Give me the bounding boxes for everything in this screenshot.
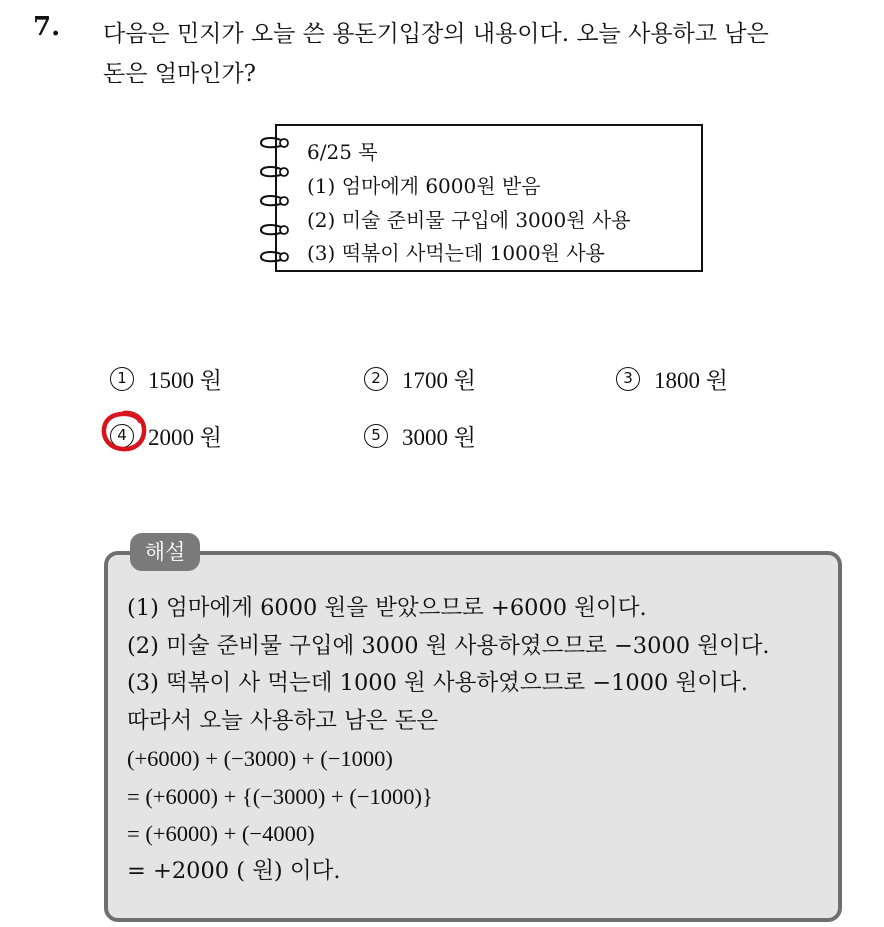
notebook-line: 6/25 목 bbox=[307, 140, 378, 164]
pocket-money-notebook bbox=[275, 124, 703, 272]
explanation-line: (2) 미술 준비물 구입에 3000 원 사용하였으므로 −3000 원이다. bbox=[127, 632, 770, 659]
choice-value: 1700 원 bbox=[402, 368, 476, 393]
choice-value: 2000 원 bbox=[148, 425, 222, 450]
choice-value: 1500 원 bbox=[148, 368, 222, 393]
spiral-ring-icon bbox=[259, 194, 299, 208]
notebook-line: (2) 미술 준비물 구입에 3000원 사용 bbox=[307, 208, 631, 232]
spiral-ring-icon bbox=[259, 250, 299, 264]
choice-3[interactable] bbox=[616, 362, 728, 395]
choice-5[interactable] bbox=[364, 419, 476, 452]
explanation-equation-line: = (+6000) + (−4000) bbox=[127, 821, 315, 846]
choice-value: 3000 원 bbox=[402, 425, 476, 450]
question-text-line: 다음은 민지가 오늘 쓴 용돈기입장의 내용이다. 오늘 사용하고 남은 bbox=[103, 21, 769, 47]
explanation-equation-line: = +2000 ( 원) 이다. bbox=[127, 857, 341, 884]
spiral-ring-icon bbox=[259, 136, 299, 150]
choice-number-circle: 3 bbox=[616, 367, 640, 391]
explanation-line: (3) 떡볶이 사 먹는데 1000 원 사용하였으므로 −1000 원이다. bbox=[127, 670, 748, 696]
spiral-ring-icon bbox=[259, 165, 299, 179]
answer-selection-circle-icon bbox=[100, 408, 148, 454]
choice-2[interactable] bbox=[364, 362, 476, 395]
choice-number-circle: 4 bbox=[110, 424, 134, 448]
question-number: 7. bbox=[33, 12, 61, 42]
explanation-line: 따라서 오늘 사용하고 남은 돈은 bbox=[127, 707, 439, 734]
explanation-equation-line: (+6000) + (−3000) + (−1000) bbox=[127, 746, 393, 771]
explanation-text bbox=[127, 590, 770, 890]
choice-value: 1800 원 bbox=[654, 368, 728, 393]
choice-number-circle: 1 bbox=[110, 367, 134, 391]
choice-number-circle: 2 bbox=[364, 367, 388, 391]
notebook-line: (3) 떡볶이 사먹는데 1000원 사용 bbox=[307, 241, 605, 265]
spiral-ring-icon bbox=[259, 223, 299, 237]
choice-number-circle: 5 bbox=[364, 424, 388, 448]
question-text-line: 돈은 얼마인가? bbox=[103, 61, 256, 87]
choice-1[interactable] bbox=[110, 362, 222, 395]
question-text bbox=[103, 14, 863, 94]
explanation-line: (1) 엄마에게 6000 원을 받았으므로 +6000 원이다. bbox=[127, 595, 647, 621]
notebook-line: (1) 엄마에게 6000원 받음 bbox=[307, 174, 541, 198]
explanation-label: 해설 bbox=[130, 533, 200, 571]
explanation-equation-line: = (+6000) + {(−3000) + (−1000)} bbox=[127, 783, 433, 809]
